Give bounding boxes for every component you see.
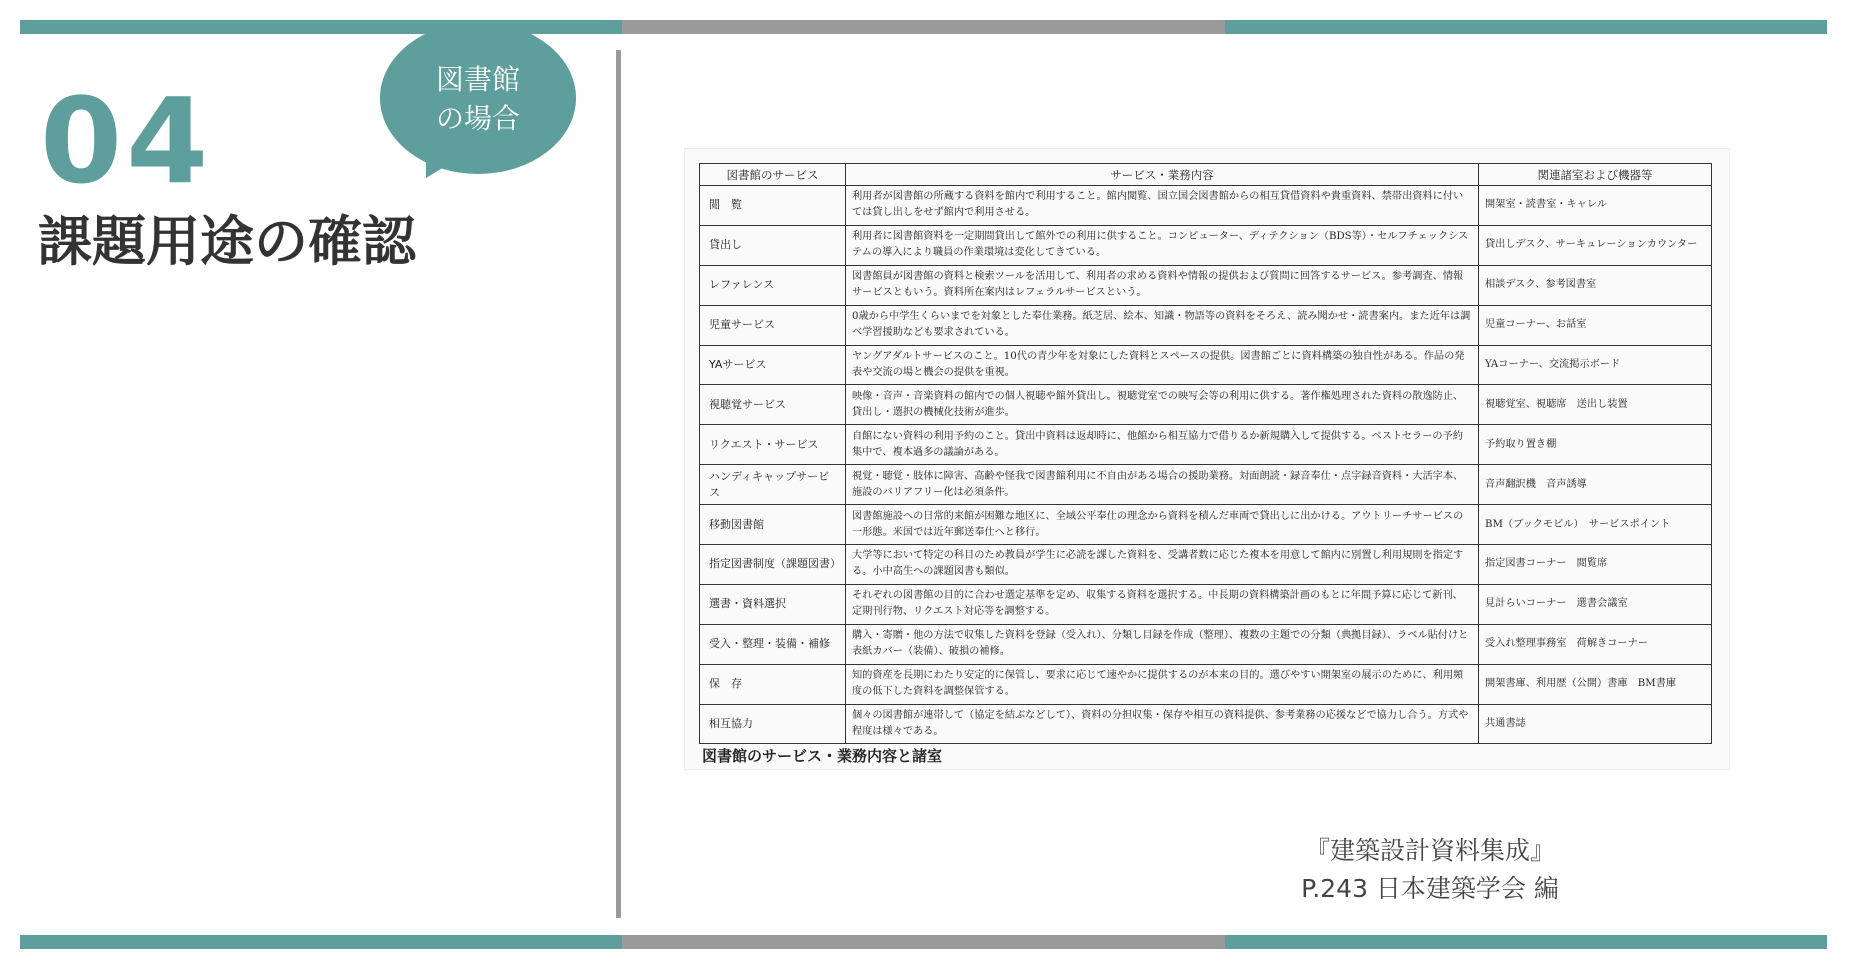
vertical-divider (616, 50, 621, 918)
related-rooms: 見計らいコーナー 選書会議室 (1479, 584, 1712, 624)
service-name: YAサービス (700, 345, 846, 385)
table-row (700, 345, 1712, 385)
table-row (700, 624, 1712, 664)
service-name: リクエスト・サービス (700, 425, 846, 465)
scanned-document (684, 148, 1730, 770)
bottom-color-band (20, 935, 1827, 949)
related-rooms: 開架室・読書室・キャレル (1479, 186, 1712, 226)
related-rooms: 相談デスク、参考図書室 (1479, 265, 1712, 305)
section-number: 04 (40, 72, 213, 210)
column-header: 図書館のサービス (700, 164, 846, 186)
service-name: 選書・資料選択 (700, 584, 846, 624)
band-segment-gray (622, 935, 1224, 949)
table-row (700, 505, 1712, 545)
service-name: レファレンス (700, 265, 846, 305)
service-name: 移動図書館 (700, 505, 846, 545)
page-title: 課題用途の確認 (38, 210, 416, 273)
bubble-line-1: 図書館 (435, 63, 520, 96)
bubble-line-2: の場合 (435, 102, 520, 136)
service-content: 購入・寄贈・他の方法で収集した資料を登録（受入れ）、分類し目録を作成（整理）、複数の主題での分類（典拠目録）、ラベル貼付けと表紙カバー（装備）、破損の補修。 (846, 624, 1479, 664)
service-content: 図書館施設への日常的来館が困難な地区に、全域公平奉仕の理念から資料を積んだ車両で貸出しに出かける。アウトリーチサービスの一形態。米国では近年郵送奉仕へと移行。 (846, 505, 1479, 545)
service-content: 利用者に図書館資料を一定期間貸出して館外での利用に供すること。コンピューター、ディテクション（BDS等）・セルフチェックシステムの導入により職員の作業環境は変化してきている。 (846, 225, 1479, 265)
table-row (700, 225, 1712, 265)
related-rooms: 貸出しデスク、サーキュレーションカウンター (1479, 225, 1712, 265)
service-content: 視覚・聴覚・肢体に障害、高齢や怪我で図書館利用に不自由がある場合の援助業務。対面朗読・録音奉仕・点字録音資料・大活字本、施設のバリアフリー化は必須条件。 (846, 465, 1479, 505)
table-row (700, 545, 1712, 585)
column-header: サービス・業務内容 (846, 164, 1479, 186)
related-rooms: 開架書庫、利用歴（公開）書庫 BM書庫 (1479, 664, 1712, 704)
service-content: それぞれの図書館の目的に合わせ選定基準を定め、収集する資料を選択する。中長期の資料構築計画のもとに年間予算に応じて新刊、定期刊行物、リクエスト対応等を調整する。 (846, 584, 1479, 624)
source-book-title: 『建築設計資料集成』 (1304, 836, 1555, 865)
related-rooms: 児童コーナー、お話室 (1479, 305, 1712, 345)
service-content: 0歳から中学生くらいまでを対象とした奉仕業務。紙芝居、絵本、知識・物語等の資料をそろえ、読み聞かせ・読書案内。また近年は調べ学習援助なども要求されている。 (846, 305, 1479, 345)
related-rooms: 視聴覚室、視聴席 送出し装置 (1479, 385, 1712, 425)
service-name: 閲 覧 (700, 186, 846, 226)
service-content: ヤングアダルトサービスのこと。10代の青少年を対象にした資料とスペースの提供。図書館ごとに資料構築の独自性がある。作品の発表や交流の場と機会の提供を重視。 (846, 345, 1479, 385)
service-name: 指定図書制度（課題図書） (700, 545, 846, 585)
column-header: 関連諸室および機器等 (1479, 164, 1712, 186)
related-rooms: YAコーナー、交流掲示ボード (1479, 345, 1712, 385)
related-rooms: 共通書誌 (1479, 704, 1712, 744)
table-row (700, 704, 1712, 744)
table-header-row (700, 164, 1712, 186)
service-content: 映像・音声・音楽資料の館内での個人視聴や館外貸出し。視聴覚室での映写会等の利用に供する。著作権処理された資料の散逸防止、貸出し・選択の機械化技術が進歩。 (846, 385, 1479, 425)
service-content: 利用者が図書館の所蔵する資料を館内で利用すること。館内閲覧、国立国会図書館からの相互貸借資料や貴重資料、禁帯出資料に付いては貸し出しをせず館内で利用させる。 (846, 186, 1479, 226)
service-content: 知的資産を長期にわたり安定的に保管し、要求に応じて速やかに提供するのが本来の目的。選びやすい開架室の展示のために、利用頻度の低下した資料を調整保管する。 (846, 664, 1479, 704)
service-content: 大学等において特定の科目のため教員が学生に必読を課した資料を、受講者数に応じた複本を用意して館内に別置し利用規則を指定する。小中高生への課題図書も類似。 (846, 545, 1479, 585)
related-rooms: BM（ブックモビル） サービスポイント (1479, 505, 1712, 545)
services-table (699, 163, 1712, 744)
speech-bubble (380, 22, 576, 178)
service-content: 自館にない資料の利用予約のこと。貸出中資料は返却時に、他館から相互協力で借りるか新規購入して提供する。ベストセラーの予約集中で、複本過多の議論がある。 (846, 425, 1479, 465)
table-row (700, 265, 1712, 305)
related-rooms: 指定図書コーナー 閲覧席 (1479, 545, 1712, 585)
table-row (700, 664, 1712, 704)
bubble-text (380, 60, 576, 138)
service-content: 個々の図書館が連帯して（協定を結ぶなどして）、資料の分担収集・保存や相互の資料提供、参考業務の応援などで協力し合う。方式や程度は様々である。 (846, 704, 1479, 744)
service-name: 児童サービス (700, 305, 846, 345)
table-caption: 図書館のサービス・業務内容と諸室 (702, 747, 943, 765)
service-name: 相互協力 (700, 704, 846, 744)
service-name: 貸出し (700, 225, 846, 265)
table-row (700, 425, 1712, 465)
band-segment-teal-left (20, 935, 622, 949)
band-segment-gray (622, 20, 1224, 34)
source-page-publisher: P.243 日本建築学会 編 (1301, 874, 1559, 903)
band-segment-teal-right (1225, 935, 1827, 949)
band-segment-teal-right (1225, 20, 1827, 34)
service-name: 保 存 (700, 664, 846, 704)
related-rooms: 予約取り置き棚 (1479, 425, 1712, 465)
service-name: ハンディキャップサービス (700, 465, 846, 505)
related-rooms: 音声翻訳機 音声誘導 (1479, 465, 1712, 505)
table-row (700, 465, 1712, 505)
service-name: 視聴覚サービス (700, 385, 846, 425)
table-row (700, 385, 1712, 425)
service-content: 図書館員が図書館の資料と検索ツールを活用して、利用者の求める資料や情報の提供および質問に回答するサービス。参考調査、情報サービスともいう。資料所在案内はレフェラルサービスという。 (846, 265, 1479, 305)
table-row (700, 305, 1712, 345)
service-name: 受入・整理・装備・補修 (700, 624, 846, 664)
top-color-band (20, 20, 1827, 34)
related-rooms: 受入れ整理事務室 荷解きコーナー (1479, 624, 1712, 664)
table-row (700, 584, 1712, 624)
source-citation (1210, 832, 1650, 908)
table-row (700, 186, 1712, 226)
